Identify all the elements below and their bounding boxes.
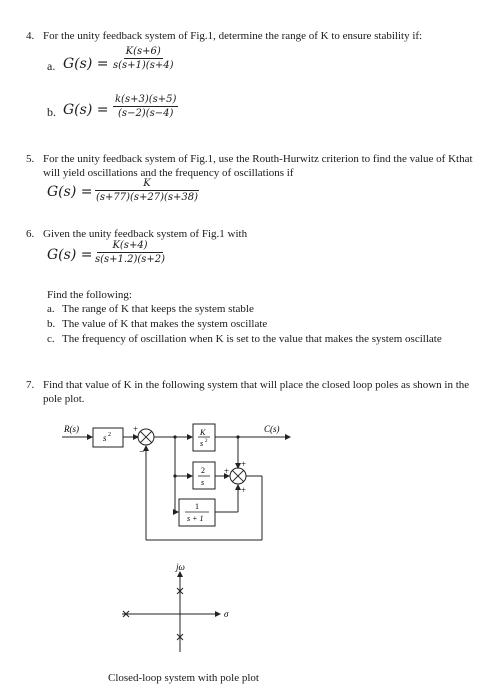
jw-label: jω <box>176 562 185 572</box>
q6-item-b-text: The value of K that makes the system oscillate <box>62 318 268 330</box>
q6-item-c-text: The frequency of oscillation when K is set to the value that makes the system oscillate <box>62 333 442 345</box>
q5-number: 5. <box>26 153 35 165</box>
sum1-sign-in: + <box>133 424 139 434</box>
pole-plot <box>122 572 220 652</box>
q4a-denominator: s(s+1)(s+4) <box>113 60 174 71</box>
block-k-den-exp: 2 <box>205 439 208 444</box>
q6-item-a-text: The range of K that keeps the system stable <box>62 303 254 315</box>
q6-item-b-label: b. <box>47 318 56 330</box>
sum1-sign-fb: − <box>139 447 145 458</box>
q6-text: Given the unity feedback system of Fig.1 with <box>43 228 248 240</box>
q6-number: 6. <box>26 228 35 240</box>
q6-item-c-label: c. <box>47 333 55 345</box>
sum2-sign-bottom: + <box>241 485 247 495</box>
q7-line1: Find that value of K in the following system that will place the closed loop poles as shown in the <box>43 379 470 391</box>
block-3-num: 1 <box>195 502 199 511</box>
q4b-numerator: k(s+3)(s+5) <box>115 94 177 105</box>
q5-numerator: K <box>95 178 199 191</box>
q4a-lhs: G(s) = <box>63 56 109 72</box>
input-label: R(s) <box>64 424 79 434</box>
q5-line1: For the unity feedback system of Fig.1, use the Routh-Hurwitz criterion to find the value of Kthat <box>43 153 473 165</box>
q4b-denominator: (s−2)(s−4) <box>118 108 174 119</box>
block-3-den: s + 1 <box>187 514 204 523</box>
q4a-label: a. <box>47 59 56 73</box>
q7-line2: pole plot. <box>43 393 85 405</box>
figure-caption: Closed-loop system with pole plot <box>108 672 259 684</box>
q4a-numerator: K(s+6) <box>125 46 161 57</box>
q5-denominator: (s+77)(s+27)(s+38) <box>95 192 199 203</box>
q4-number: 4. <box>26 30 35 42</box>
block-k-den: s <box>200 439 204 448</box>
q7-number: 7. <box>26 379 35 391</box>
block-2-den: s <box>201 478 205 487</box>
q6-numerator: K(s+4) <box>97 240 163 253</box>
q5-lhs: G(s) = <box>47 184 93 200</box>
sum2-sign-top: + <box>241 459 247 469</box>
q4-text: For the unity feedback system of Fig.1, determine the range of K to ensure stability if: <box>43 30 423 42</box>
q6-find: Find the following: <box>47 289 132 301</box>
block-k-num: K <box>200 428 206 437</box>
block-s2-text: s <box>103 433 107 443</box>
output-label: C(s) <box>264 424 280 434</box>
q6-item-a-label: a. <box>47 303 55 315</box>
q4b-lhs: G(s) = <box>63 102 109 118</box>
sigma-label: σ <box>224 609 229 619</box>
q6-denominator: s(s+1.2)(s+2) <box>95 254 166 265</box>
block-2-num: 2 <box>201 466 205 475</box>
q5-line2: will yield oscillations and the frequency of oscillations if <box>43 167 294 179</box>
q6-lhs: G(s) = <box>47 247 93 263</box>
block-s2-exp: 2 <box>108 432 111 438</box>
q4b-label: b. <box>47 105 56 119</box>
sum2-sign-left: + <box>224 466 230 476</box>
